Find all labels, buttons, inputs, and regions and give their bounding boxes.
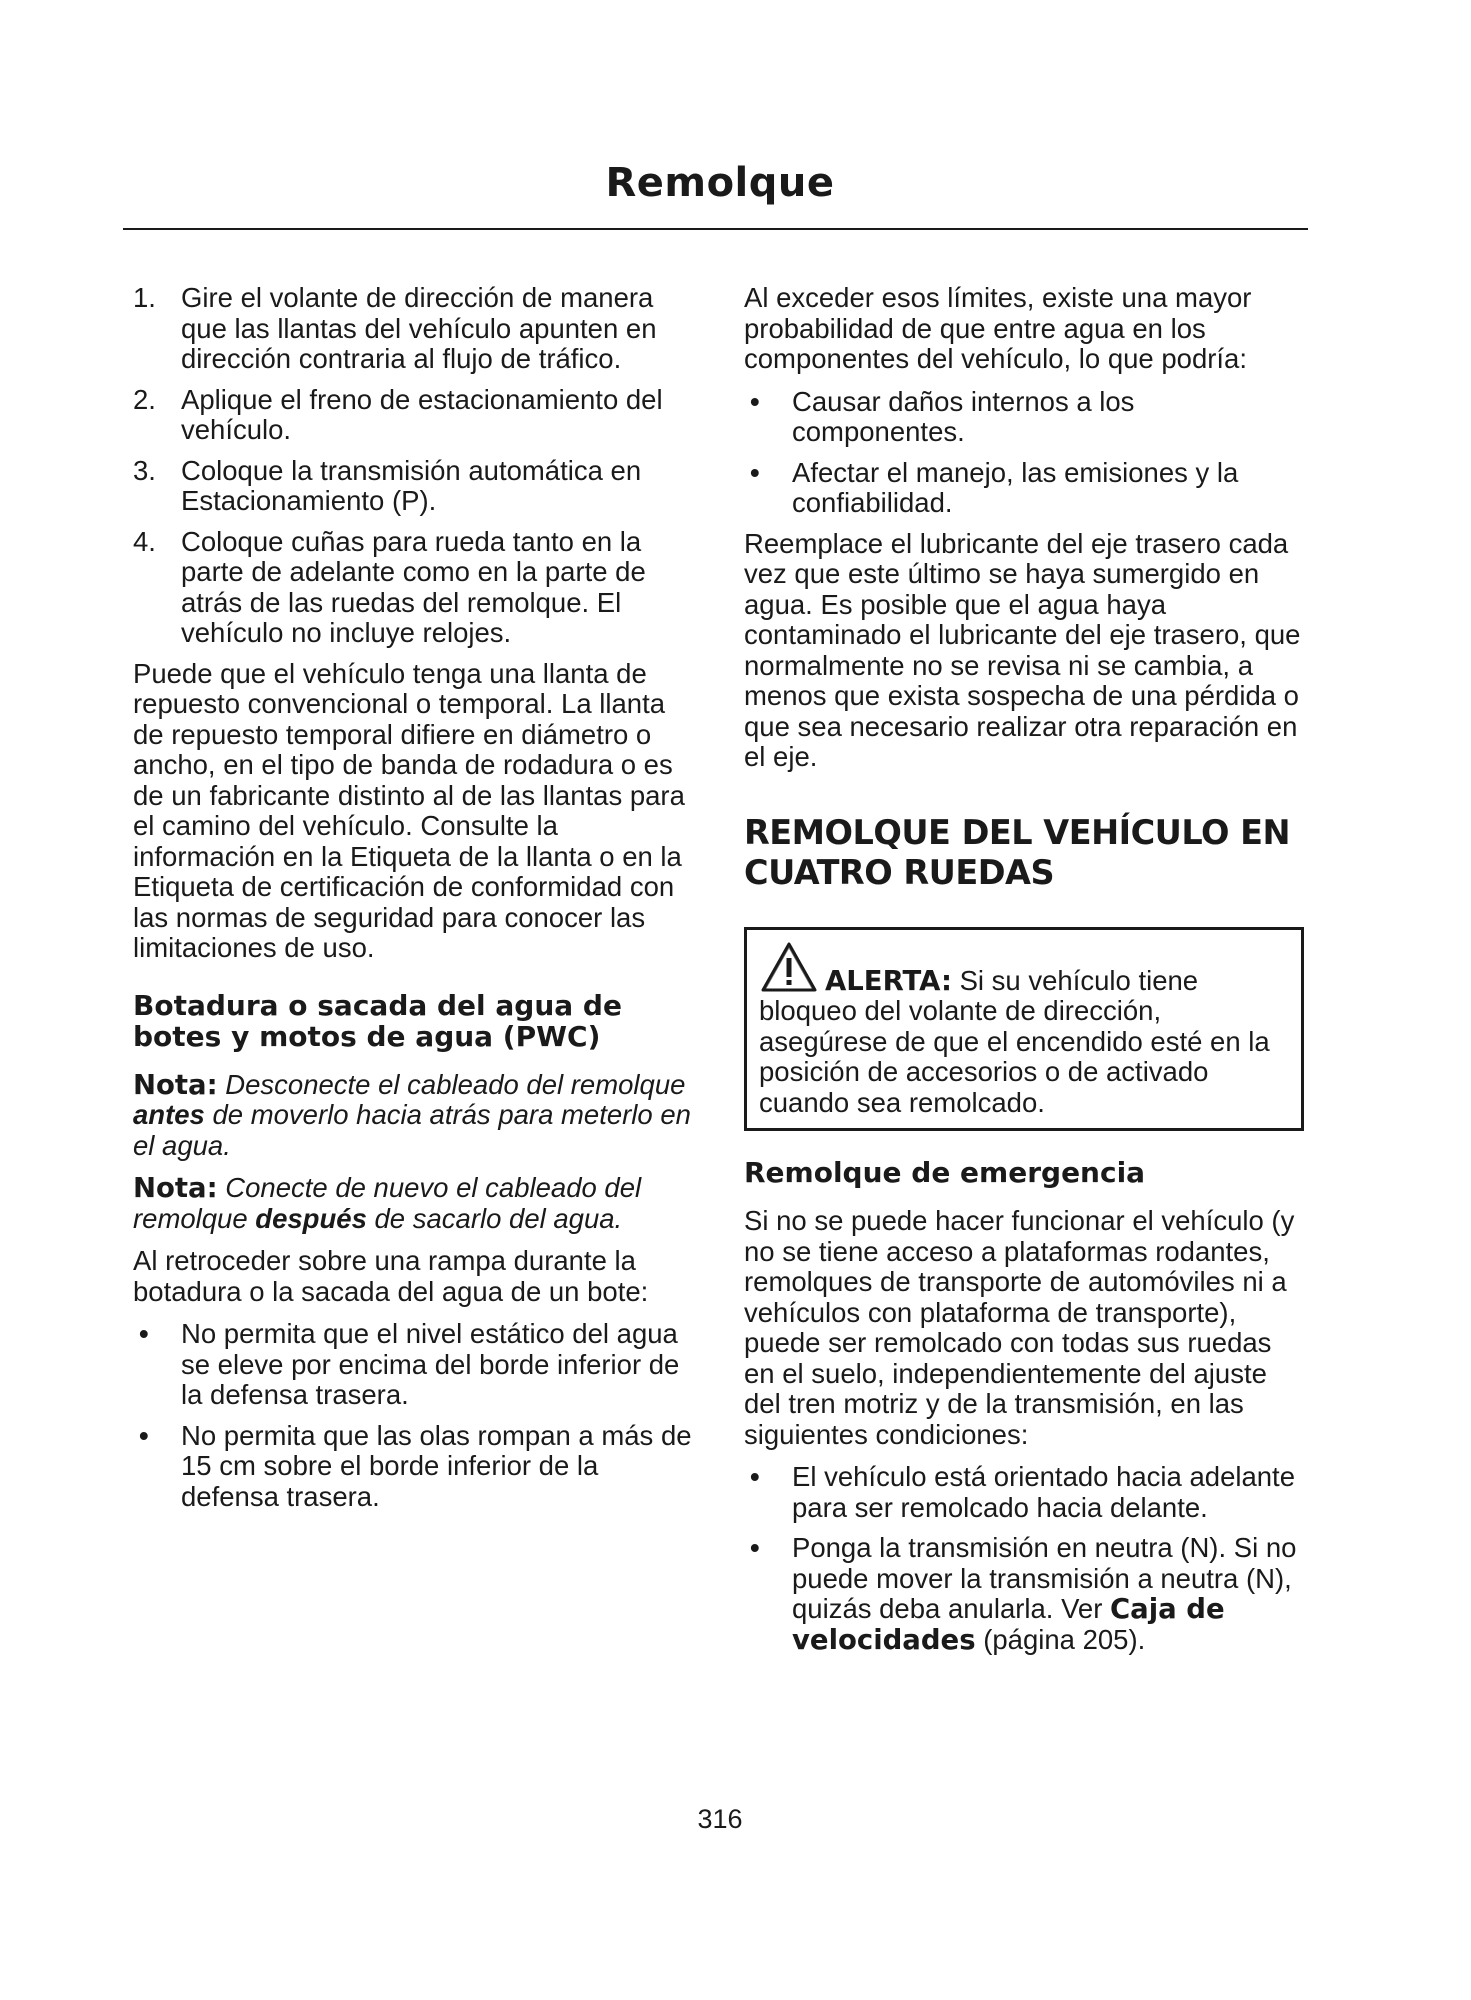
right-column [744, 283, 1304, 1665]
bullet-text: El vehículo está orientado hacia adelante para ser remolcado hacia delante. [792, 1461, 1295, 1523]
list-item [133, 456, 693, 517]
bullet-icon: • [750, 385, 760, 417]
page-number: 316 [697, 1804, 743, 1834]
spare-tire-paragraph: Puede que el vehículo tenga una llanta de repuesto convencional o temporal. La llanta de repuesto temporal difiere en diámetro o ancho, en el tipo de banda de rodadura o es de un fabricante distinto al de las llantas para el camino del vehículo. Consulte la información en la Etiqueta de la llanta o en la Etiqueta de certificación de conformidad con las normas de seguridad para conocer las limitaciones de uso. [133, 657, 685, 963]
bullet-text: Ponga la transmisión en neutra (N). Si no puede mover la transmisión a neutra (N), quizás deba anularla. Ver [792, 1532, 1297, 1624]
note-label: Nota: [133, 1068, 218, 1101]
page-title: Remolque [605, 160, 835, 206]
note-label: Nota: [133, 1172, 218, 1204]
step-text: Aplique el freno de estacionamiento del vehículo. [181, 383, 663, 445]
list-item [133, 1421, 693, 1513]
note-text: Conecte de nuevo el cableado del remolque [133, 1172, 642, 1234]
bullet-icon: • [139, 1419, 149, 1451]
bullet-icon: • [750, 1461, 760, 1492]
note-emphasis: antes [133, 1099, 205, 1130]
note-emphasis: después [255, 1202, 367, 1234]
limits-bullets [744, 387, 1304, 519]
bullet-icon: • [750, 456, 760, 488]
step-number: 1. [133, 282, 156, 313]
bullet-text: Afectar el manejo, las emisiones y la confiabilidad. [792, 456, 1239, 518]
step-number: 4. [133, 525, 156, 557]
alert-label: ALERTA: [825, 964, 952, 997]
emergency-bullets [744, 1462, 1304, 1655]
alert-text: Si su vehículo tiene bloqueo del volante de dirección, asegúrese de que el encendido esté en la posición de accesorios o de activado cuando sea remolcado. [759, 964, 1270, 1118]
emergency-heading: Remolque de emergencia [744, 1156, 1146, 1189]
page-reference: (página 205). [983, 1623, 1146, 1655]
list-item [133, 527, 693, 649]
note-text: de sacarlo del agua. [374, 1202, 623, 1234]
title-divider [123, 228, 1308, 230]
alert-content [759, 940, 1289, 1119]
step-text: Coloque cuñas para rueda tanto en la parte de adelante como en la parte de atrás de las ruedas del remolque. El vehículo no incluye relojes. [181, 525, 646, 648]
note-disconnect [133, 1070, 693, 1162]
lubricant-paragraph: Reemplace el lubricante del eje trasero cada vez que este último se haya sumergido en agua. Es posible que el agua haya contaminado el lubricante del eje trasero, que normalmente no se revisa ni se cambia, a menos que exista sospecha de una pérdida o que sea necesario realizar otra reparación en el eje. [744, 527, 1301, 772]
left-column [133, 283, 693, 1522]
emergency-paragraph: Si no se puede hacer funcionar el vehículo (y no se tiene acceso a plataformas rodantes, remolques de transporte de automóviles ni a vehículos con plataforma de transporte), puede ser remolcado con todas sus ruedas en el suelo, independientemente del ajuste del tren motriz y de la transmisión, en las siguientes condiciones: [744, 1205, 1295, 1450]
bullet-icon: • [750, 1532, 760, 1563]
step-number: 3. [133, 454, 156, 486]
bullet-text: Causar daños internos a los componentes. [792, 385, 1135, 447]
note-text: de moverlo hacia atrás para meterlo en el agua. [133, 1099, 691, 1161]
step-text: Coloque la transmisión automática en Estacionamiento (P). [181, 454, 642, 516]
bullet-text: No permita que el nivel estático del agua se eleve por encima del borde inferior de la defensa trasera. [181, 1318, 680, 1410]
warning-triangle-icon [759, 940, 819, 996]
step-text: Gire el volante de dirección de manera que las llantas del vehículo apunten en dirección contraria al flujo de tráfico. [181, 282, 657, 374]
parking-steps-list [133, 283, 693, 649]
bullet-text: No permita que las olas rompan a más de 15 cm sobre el borde inferior de la defensa trasera. [181, 1419, 692, 1512]
step-number: 2. [133, 383, 156, 415]
list-item [744, 1533, 1304, 1655]
list-item [744, 458, 1304, 519]
note-text: Desconecte el cableado del remolque [225, 1068, 686, 1100]
section-heading: REMOLQUE DEL VEHÍCULO EN CUATRO RUEDAS [744, 812, 1291, 892]
alert-box [744, 927, 1304, 1132]
boat-launch-heading: Botadura o sacada del agua de botes y motos de agua (PWC) [133, 988, 622, 1053]
note-reconnect [133, 1173, 693, 1234]
ramp-bullets [133, 1319, 693, 1512]
cross-reference-link[interactable]: Caja de velocidades [792, 1593, 1225, 1656]
list-item [744, 387, 1304, 448]
list-item [133, 283, 693, 375]
bullet-icon: • [139, 1318, 149, 1349]
list-item [744, 1462, 1304, 1523]
ramp-paragraph: Al retroceder sobre una rampa durante la botadura o la sacada del agua de un bote: [133, 1245, 649, 1307]
limits-paragraph: Al exceder esos límites, existe una mayor probabilidad de que entre agua en los componentes del vehículo, lo que podría: [744, 282, 1252, 374]
list-item [133, 385, 693, 446]
list-item [133, 1319, 693, 1411]
